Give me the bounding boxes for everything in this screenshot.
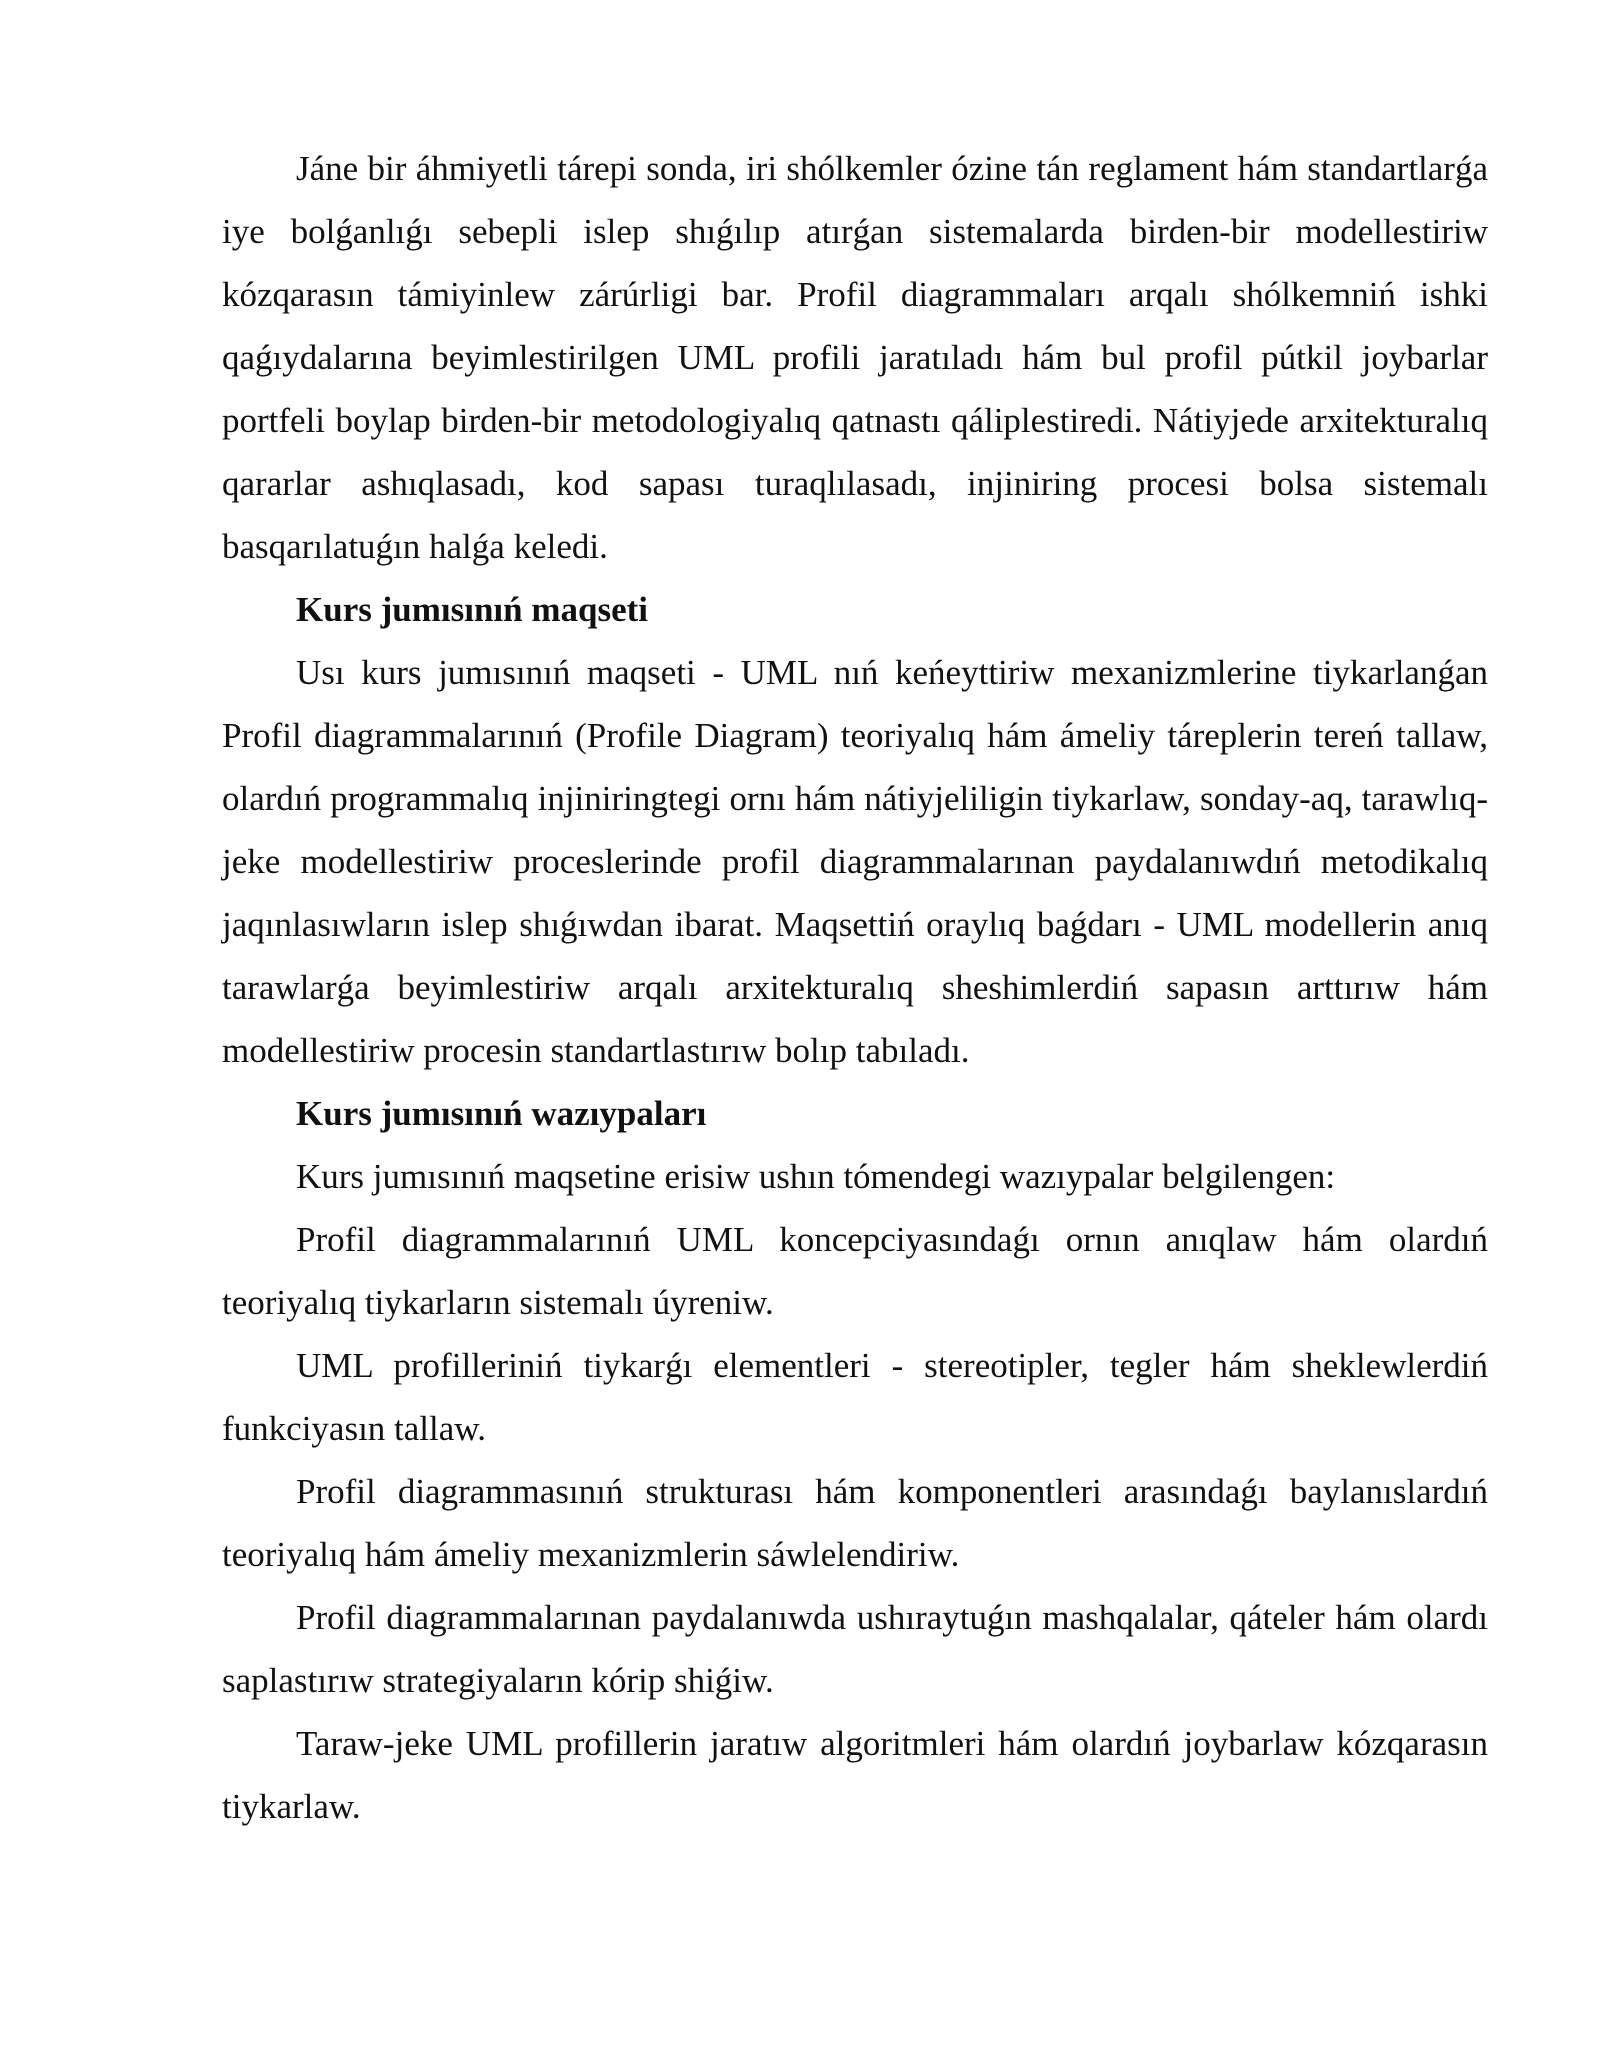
goal-paragraph: Usı kurs jumısınıń maqseti - UML nıń keńeyttiriw mexanizmlerine tiykarlanǵan Profil diagrammalarınıń (Profile Diagram) teoriyalıq hám ámeliy táreplerin tereń tallaw, olardıń programmalıq injiniringtegi ornı hám nátiyjeliligin tiykarlaw, sonday-aq, tarawlıq-jeke modellestiriw proceslerinde profil diagrammalarınan paydalanıwdıń metodikalıq jaqınlasıwların islep shıǵıwdan ibarat. Maqsettiń oraylıq baǵdarı - UML modellerin anıq tarawlarǵa beyimlestiriw arqalı arxitekturalıq sheshimlerdiń sapasın arttırıw hám modellestiriw procesin standartlastırıw bolıp tabıladı. xyxy=(222,653,1488,1070)
document-page xyxy=(222,137,1488,1838)
task-item-3: Profil diagrammasınıń strukturası hám komponentleri arasındaǵı baylanıslardıń teoriyalıq hám ámeliy mexanizmlerin sáwlelendiriw. xyxy=(222,1472,1488,1574)
intro-paragraph: Jáne bir áhmiyetli tárepi sonda, iri shólkemler ózine tán reglament hám standartlarǵa iye bolǵanlıǵı sebepli islep shıǵılıp atırǵan sistemalarda birden-bir modellestiriw kózqarasın támiyinlew zárúrligi bar. Profil diagrammaları arqalı shólkemniń ishki qaǵıydalarına beyimlestirilgen UML profili jaratıladı hám bul profil pútkil joybarlar portfeli boylap birden-bir metodologiyalıq qatnastı qáliplestiredi. Nátiyjede arxitekturalıq qararlar ashıqlasadı, kod sapası turaqlılasadı, injiniring procesi bolsa sistemalı basqarılatuǵın halǵa keledi. xyxy=(222,149,1488,566)
task-item-2: UML profilleriniń tiykarǵı elementleri - stereotipler, tegler hám sheklewlerdiń funkciyasın tallaw. xyxy=(222,1346,1488,1448)
task-item-5: Taraw-jeke UML profillerin jaratıw algoritmleri hám olardıń joybarlaw kózqarasın tiykarlaw. xyxy=(222,1724,1488,1826)
goal-heading: Kurs jumısınıń maqseti xyxy=(296,590,648,629)
task-item-1: Profil diagrammalarınıń UML koncepciyasındaǵı ornın anıqlaw hám olardıń teoriyalıq tiykarların sistemalı úyreniw. xyxy=(222,1220,1488,1322)
tasks-intro: Kurs jumısınıń maqsetine erisiw ushın tómendegi wazıypalar belgilengen: xyxy=(296,1157,1336,1196)
tasks-heading: Kurs jumısınıń wazıypaları xyxy=(296,1094,707,1133)
task-item-4: Profil diagrammalarınan paydalanıwda ushıraytuǵın mashqalalar, qáteler hám olardı saplastırıw strategiyaların kórip shiǵiw. xyxy=(222,1598,1488,1700)
